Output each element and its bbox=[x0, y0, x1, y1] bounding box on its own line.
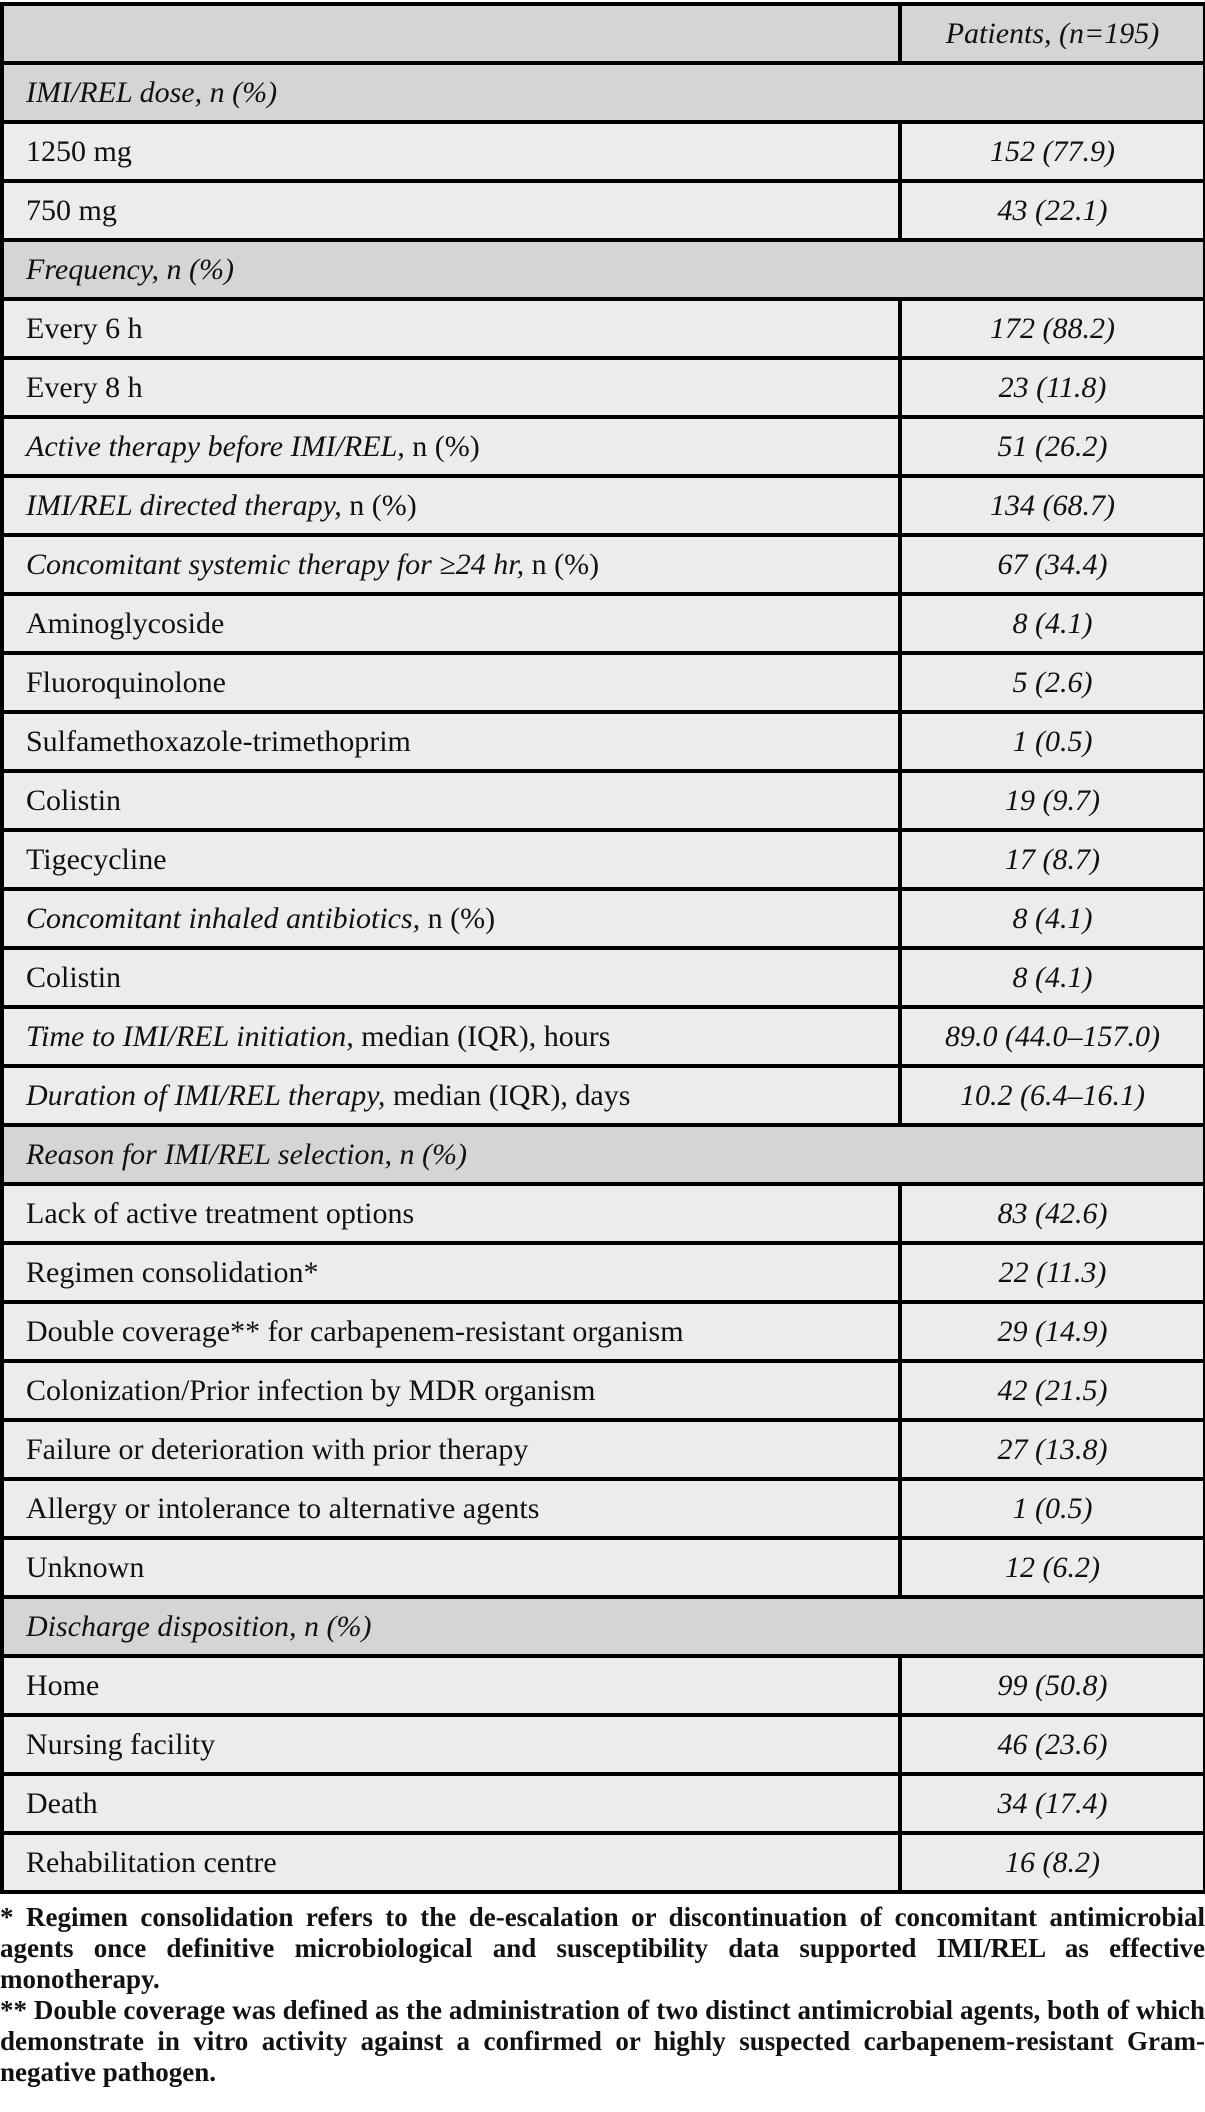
row-label-roman-part: Allergy or intolerance to alternative agents bbox=[26, 1492, 540, 1525]
row-value: 83 (42.6) bbox=[900, 1184, 1205, 1243]
table-row bbox=[2, 830, 1205, 889]
table-row bbox=[2, 1361, 1205, 1420]
table-row bbox=[2, 4, 1205, 63]
row-label bbox=[2, 830, 900, 889]
row-label bbox=[2, 1184, 900, 1243]
row-label-roman-part: Every 6 h bbox=[26, 312, 143, 345]
row-label-roman-part: Fluoroquinolone bbox=[26, 666, 226, 699]
row-label bbox=[2, 1243, 900, 1302]
section-header-row bbox=[2, 63, 1205, 122]
patient-characteristics-table-body bbox=[2, 4, 1205, 1892]
row-label bbox=[2, 535, 900, 594]
table-row bbox=[2, 889, 1205, 948]
row-label-roman-part: Unknown bbox=[26, 1551, 145, 1584]
table-row bbox=[2, 417, 1205, 476]
table-row bbox=[2, 1184, 1205, 1243]
row-label bbox=[2, 948, 900, 1007]
row-label-italic-part: Duration of IMI/REL therapy, bbox=[26, 1079, 386, 1112]
row-label-roman-part: Nursing facility bbox=[26, 1728, 216, 1761]
table-row bbox=[2, 1007, 1205, 1066]
row-value: 1 (0.5) bbox=[900, 712, 1205, 771]
footnote-text: Regimen consolidation refers to the de-escalation or discontinuation of concomitant antimicrobial agents once definitive microbiological and susceptibility data supported IMI/REL as effective monotherapy. bbox=[0, 1902, 1205, 1994]
row-label-roman-part: Colonization/Prior infection by MDR organism bbox=[26, 1374, 596, 1407]
row-label bbox=[2, 1420, 900, 1479]
table-row bbox=[2, 299, 1205, 358]
row-label-roman-part: 1250 mg bbox=[26, 135, 132, 168]
table-row bbox=[2, 1715, 1205, 1774]
footnote-asterisk-marker: * bbox=[0, 1902, 14, 1932]
section-header-row bbox=[2, 1597, 1205, 1656]
row-label-italic-part: Concomitant systemic therapy for ≥24 hr, bbox=[26, 548, 525, 581]
table-row bbox=[2, 1243, 1205, 1302]
row-value: 27 (13.8) bbox=[900, 1420, 1205, 1479]
section-header-row bbox=[2, 1125, 1205, 1184]
row-value: 51 (26.2) bbox=[900, 417, 1205, 476]
row-label bbox=[2, 712, 900, 771]
row-label-roman-part: Every 8 h bbox=[26, 371, 143, 404]
row-label bbox=[2, 1007, 900, 1066]
section-header-label: IMI/REL dose, n (%) bbox=[2, 63, 1205, 122]
row-value: 5 (2.6) bbox=[900, 653, 1205, 712]
table-row bbox=[2, 1066, 1205, 1125]
row-label-roman-part: median (IQR), days bbox=[385, 1079, 631, 1112]
table-row bbox=[2, 358, 1205, 417]
row-label-roman-part: n (%) bbox=[420, 902, 496, 935]
row-value: 1 (0.5) bbox=[900, 1479, 1205, 1538]
row-label-roman-part: Regimen consolidation* bbox=[26, 1256, 319, 1289]
row-value: 16 (8.2) bbox=[900, 1833, 1205, 1892]
table-row bbox=[2, 535, 1205, 594]
row-label-italic-part: Active therapy before IMI/REL, bbox=[26, 430, 405, 463]
footnote-double-coverage bbox=[0, 1995, 1205, 2088]
row-label bbox=[2, 417, 900, 476]
row-label bbox=[2, 594, 900, 653]
table-row bbox=[2, 476, 1205, 535]
row-label-roman-part: Double coverage** for carbapenem-resistant organism bbox=[26, 1315, 684, 1348]
row-label bbox=[2, 1066, 900, 1125]
row-label-roman-part: n (%) bbox=[524, 548, 600, 581]
section-header-label: Frequency, n (%) bbox=[2, 240, 1205, 299]
footnote-double-asterisk-marker: ** bbox=[0, 1995, 27, 2025]
footnote-regimen-consolidation bbox=[0, 1902, 1205, 1995]
row-value: 12 (6.2) bbox=[900, 1538, 1205, 1597]
row-label bbox=[2, 1774, 900, 1833]
table-row bbox=[2, 771, 1205, 830]
row-value: 8 (4.1) bbox=[900, 889, 1205, 948]
row-value: 8 (4.1) bbox=[900, 594, 1205, 653]
row-value: 29 (14.9) bbox=[900, 1302, 1205, 1361]
table-row bbox=[2, 1479, 1205, 1538]
row-label-italic-part: IMI/REL directed therapy, bbox=[26, 489, 342, 522]
row-value: 99 (50.8) bbox=[900, 1656, 1205, 1715]
patient-characteristics-table bbox=[0, 2, 1205, 1894]
row-label bbox=[2, 299, 900, 358]
row-label-roman-part: Home bbox=[26, 1669, 100, 1702]
section-header-label: Discharge disposition, n (%) bbox=[2, 1597, 1205, 1656]
row-label-roman-part: Failure or deterioration with prior therapy bbox=[26, 1433, 529, 1466]
row-label bbox=[2, 4, 900, 63]
row-label bbox=[2, 476, 900, 535]
row-label bbox=[2, 1538, 900, 1597]
row-label bbox=[2, 1833, 900, 1892]
row-label-roman-part: Aminoglycoside bbox=[26, 607, 225, 640]
row-label bbox=[2, 1656, 900, 1715]
row-label bbox=[2, 122, 900, 181]
row-label bbox=[2, 1361, 900, 1420]
row-value: 43 (22.1) bbox=[900, 181, 1205, 240]
row-value: 17 (8.7) bbox=[900, 830, 1205, 889]
row-value: 8 (4.1) bbox=[900, 948, 1205, 1007]
table-row bbox=[2, 1538, 1205, 1597]
row-value: 67 (34.4) bbox=[900, 535, 1205, 594]
table-row bbox=[2, 181, 1205, 240]
row-value: 19 (9.7) bbox=[900, 771, 1205, 830]
row-label-roman-part: Death bbox=[26, 1787, 98, 1820]
row-label bbox=[2, 1479, 900, 1538]
table-row bbox=[2, 1420, 1205, 1479]
section-header-label: Reason for IMI/REL selection, n (%) bbox=[2, 1125, 1205, 1184]
row-value: 89.0 (44.0–157.0) bbox=[900, 1007, 1205, 1066]
row-value: 134 (68.7) bbox=[900, 476, 1205, 535]
row-value: Patients, (n=195) bbox=[900, 4, 1205, 63]
row-value: 34 (17.4) bbox=[900, 1774, 1205, 1833]
row-value: 23 (11.8) bbox=[900, 358, 1205, 417]
row-value: 10.2 (6.4–16.1) bbox=[900, 1066, 1205, 1125]
row-value: 46 (23.6) bbox=[900, 1715, 1205, 1774]
row-label bbox=[2, 1302, 900, 1361]
row-label bbox=[2, 181, 900, 240]
row-value: 172 (88.2) bbox=[900, 299, 1205, 358]
row-label-roman-part: Sulfamethoxazole-trimethoprim bbox=[26, 725, 411, 758]
row-value: 42 (21.5) bbox=[900, 1361, 1205, 1420]
row-label-roman-part: Lack of active treatment options bbox=[26, 1197, 415, 1230]
row-label-roman-part: median (IQR), hours bbox=[353, 1020, 611, 1053]
table-row bbox=[2, 1302, 1205, 1361]
row-label-roman-part: Colistin bbox=[26, 961, 122, 994]
section-header-row bbox=[2, 240, 1205, 299]
row-label bbox=[2, 358, 900, 417]
row-label-italic-part: Concomitant inhaled antibiotics, bbox=[26, 902, 421, 935]
row-label-roman-part: 750 mg bbox=[26, 194, 117, 227]
row-label bbox=[2, 1715, 900, 1774]
row-label bbox=[2, 771, 900, 830]
table-row bbox=[2, 122, 1205, 181]
table-row bbox=[2, 712, 1205, 771]
row-label-italic-part: Time to IMI/REL initiation, bbox=[26, 1020, 354, 1053]
row-label-roman-part: Tigecycline bbox=[26, 843, 167, 876]
row-label-roman-part: n (%) bbox=[404, 430, 480, 463]
row-label-roman-part: Rehabilitation centre bbox=[26, 1846, 277, 1879]
table-row bbox=[2, 1833, 1205, 1892]
table-row bbox=[2, 1656, 1205, 1715]
table-row bbox=[2, 948, 1205, 1007]
table-row bbox=[2, 594, 1205, 653]
footnote-text: Double coverage was defined as the administration of two distinct antimicrobial agents, both of which demonstrate in vitro activity against a confirmed or highly suspected carbapenem-resistant Gram-negative pathogen. bbox=[0, 1995, 1205, 2087]
table-row bbox=[2, 1774, 1205, 1833]
row-value: 22 (11.3) bbox=[900, 1243, 1205, 1302]
row-value: 152 (77.9) bbox=[900, 122, 1205, 181]
row-label bbox=[2, 653, 900, 712]
table-row bbox=[2, 653, 1205, 712]
row-label bbox=[2, 889, 900, 948]
row-label-roman-part: Colistin bbox=[26, 784, 122, 817]
footnotes bbox=[0, 1902, 1205, 2088]
row-label-roman-part: n (%) bbox=[341, 489, 417, 522]
